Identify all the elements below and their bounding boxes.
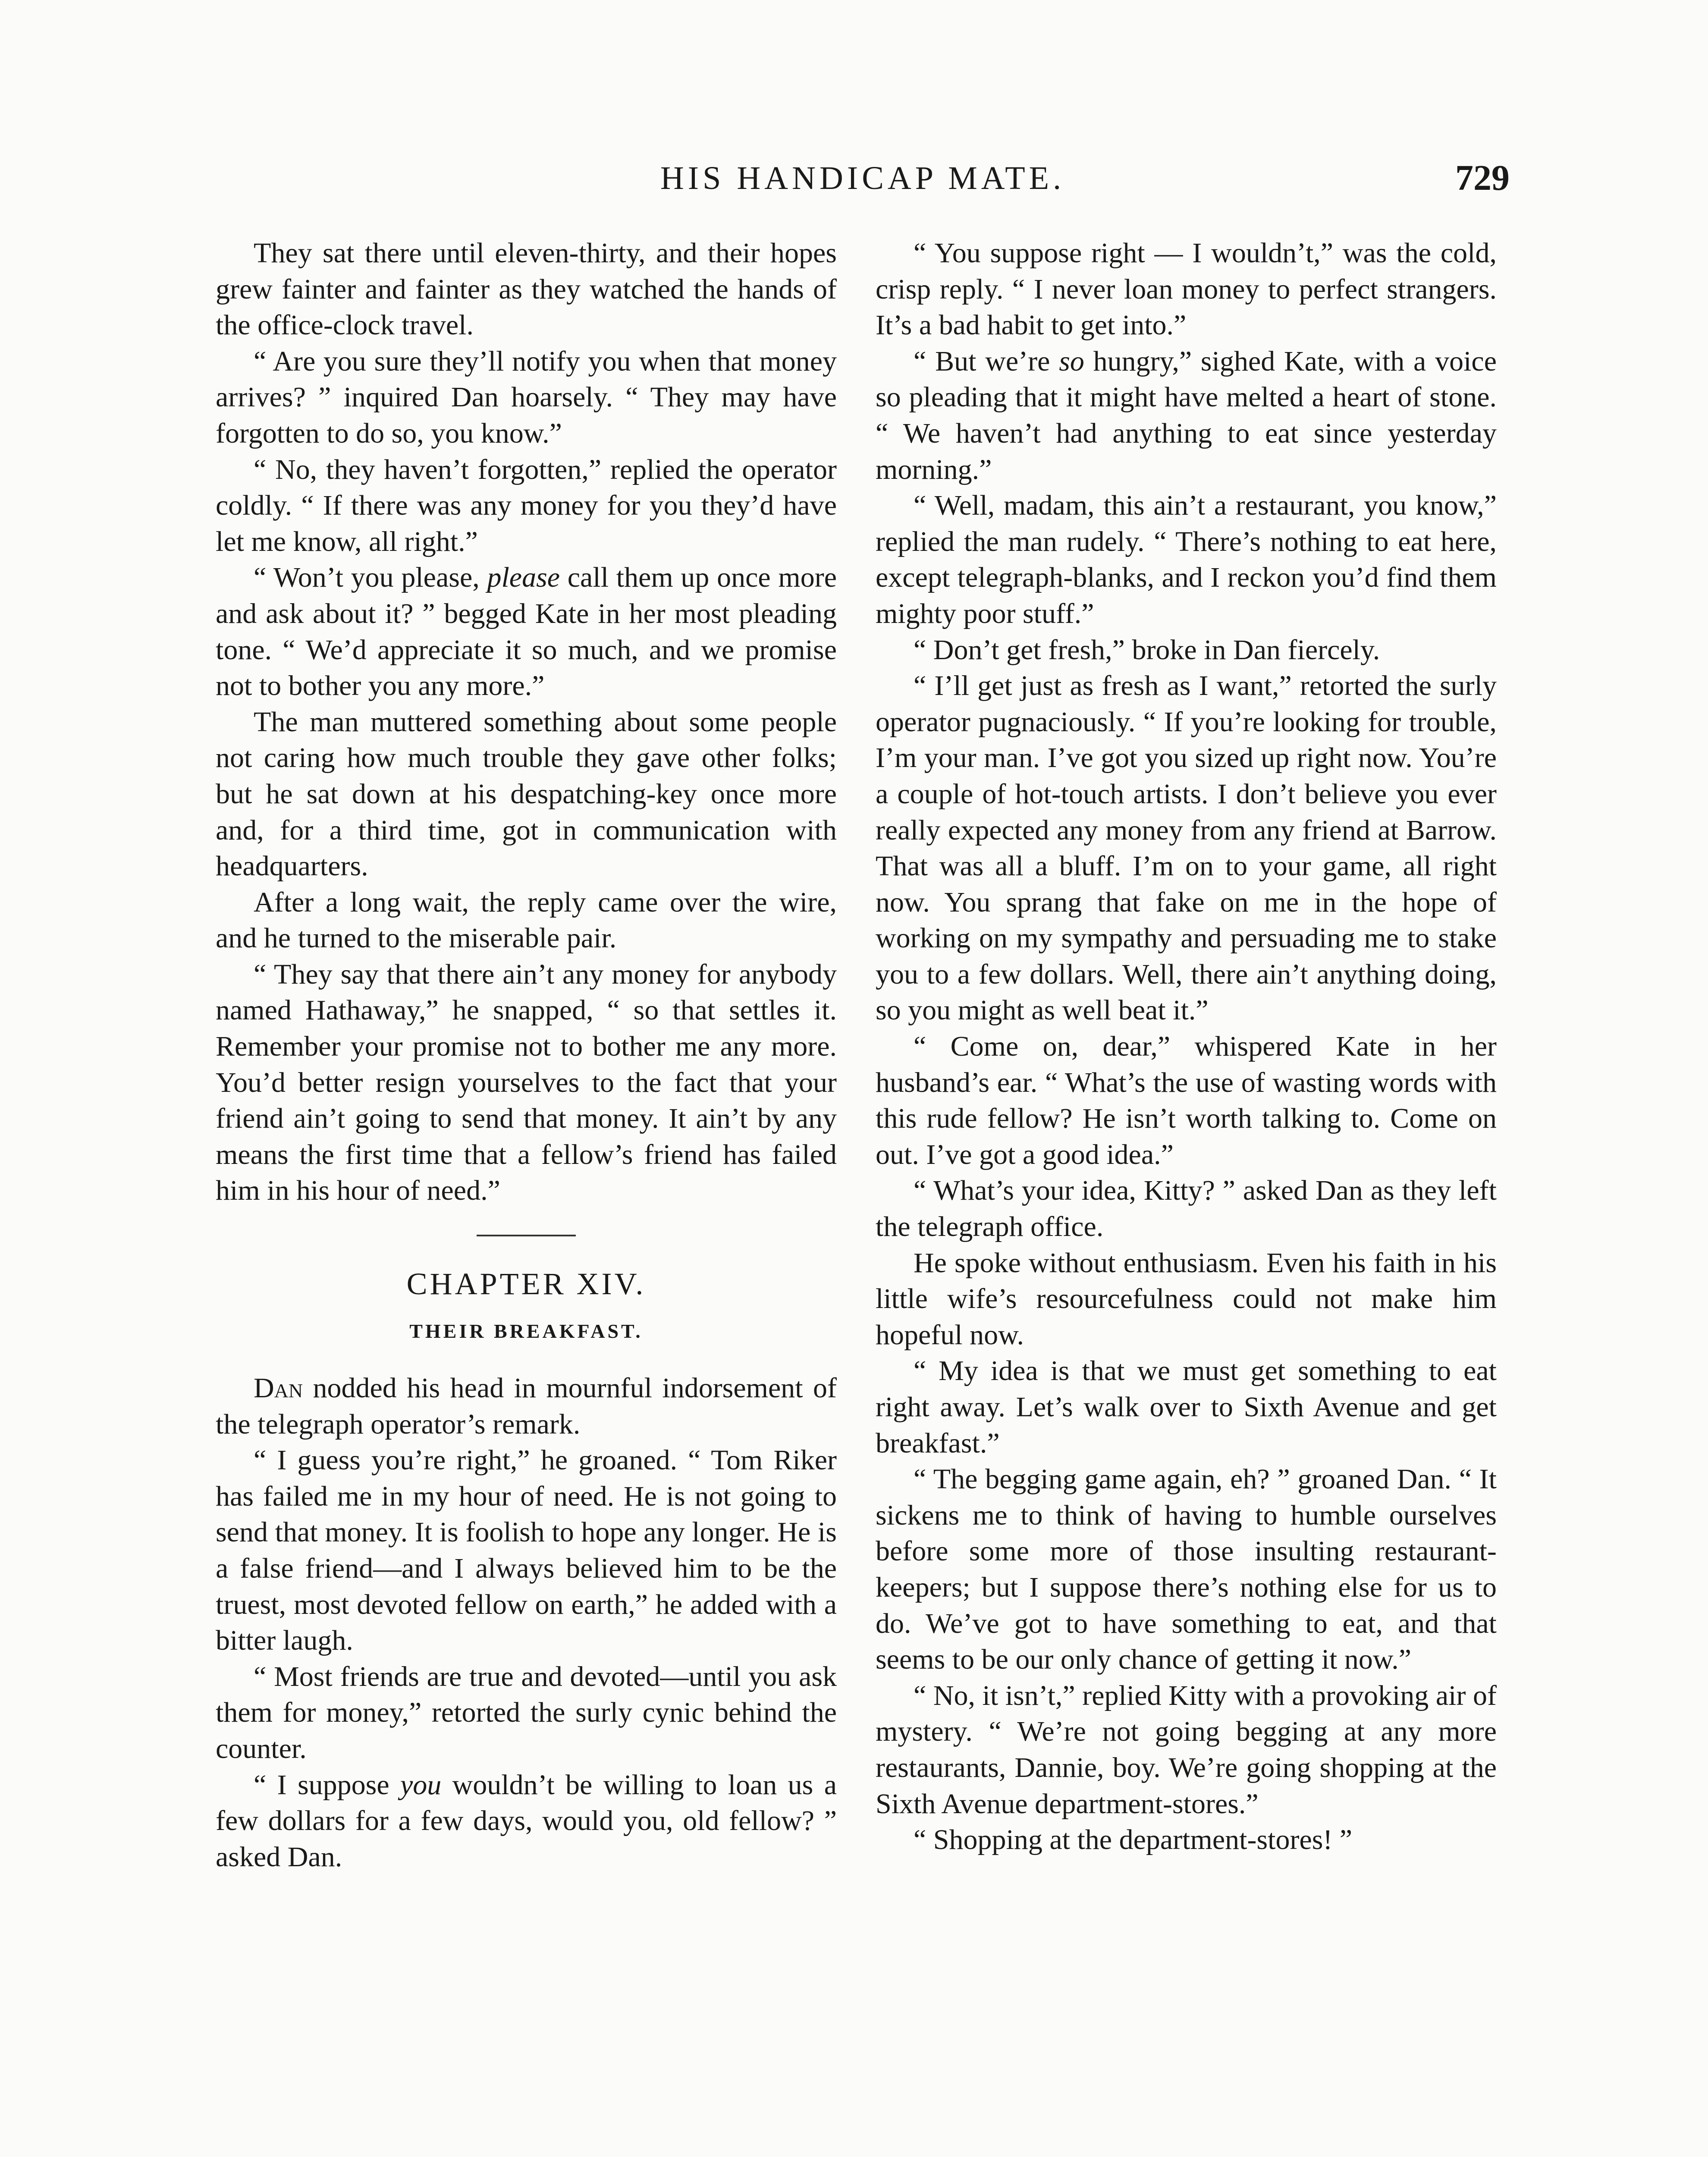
text-span: “ But we’re: [914, 345, 1059, 377]
paragraph: “ Come on, dear,” whispered Kate in her husband’s ear. “ What’s the use of wasting words with this rude fellow? He isn’t worth talking to. Come on out. I’ve got a good idea.”: [876, 1031, 1497, 1170]
paragraph: “ They say that there ain’t any money for anybody named Hathaway,” he snapped, “ so that settles it. Remember your promise not to bother me any more. You’d better resign yourselves to the fact that your friend ain’t going to send that money. It ain’t by any means the first time that a fellow’s friend has failed him in his hour of need.”: [216, 958, 837, 1207]
text-span: nodded his head in mournful indorsement of the telegraph operator’s remark.: [216, 1372, 837, 1440]
paragraph: “ Are you sure they’ll notify you when that money arrives? ” inquired Dan hoarsely. “ They may have forgotten to do so, you know.”: [216, 345, 837, 449]
paragraph: He spoke without enthusiasm. Even his faith in his little wife’s resourcefulness could not make him hopeful now.: [876, 1247, 1497, 1351]
paragraph: “ The begging game again, eh? ” groaned Dan. “ It sickens me to think of having to humble ourselves before some more of those insulting restaurant-keepers; but I suppose there’s nothing else for us to do. We’ve got to have something to eat, and that seems to be our only chance of getting it now.”: [876, 1463, 1497, 1676]
section-break-rule: [477, 1235, 576, 1236]
paragraph: “ Most friends are true and devoted—until you ask them for money,” retorted the surly cynic behind the counter.: [216, 1660, 837, 1764]
text-span: “ I suppose: [254, 1769, 400, 1801]
paragraph: “ No, they haven’t forgotten,” replied the operator coldly. “ If there was any money for you they’d have let me know, all right.”: [216, 453, 837, 557]
text-span: wouldn’t be willing to loan us a few dollars for a few days, would you, old fellow? ” asked Dan.: [216, 1769, 837, 1873]
paragraph: The man muttered something about some people not caring how much trouble they gave other folks; but he sat down at his despatching-key once more and, for a third time, got in communication with headquarters.: [216, 706, 837, 882]
page-number: 729: [1455, 158, 1510, 198]
paragraph: “ I guess you’re right,” he groaned. “ Tom Riker has failed me in my hour of need. He is not going to send that money. It is foolish to hope any longer. He is a false friend—and I always believed him to be the truest, most devoted fellow on earth,” he added with a bitter laugh.: [216, 1444, 837, 1657]
text-span: “ Won’t you please,: [254, 562, 487, 594]
emphasis: please: [487, 562, 560, 594]
running-header: [216, 160, 1510, 207]
emphasis: you: [400, 1769, 442, 1801]
chapter-subtitle: THEIR BREAKFAST.: [409, 1320, 643, 1343]
chapter-title: CHAPTER XIV.: [406, 1267, 646, 1302]
text-span: call them up once more and ask about it? ” begged Kate in her most pleading tone. “ We’d appreciate it so much, and we promise not to bother you any more.”: [216, 562, 837, 702]
paragraph: “ My idea is that we must get something to eat right away. Let’s walk over to Sixth Avenue and get breakfast.”: [876, 1355, 1497, 1459]
emphasis: so: [1059, 345, 1084, 377]
right-column: [876, 235, 1497, 1858]
text-span: hungry,” sighed Kate, with a voice so pleading that it might have melted a heart of stone. “ We haven’t had anything to eat since yesterday morning.”: [876, 345, 1497, 485]
paragraph: “ I’ll get just as fresh as I want,” retorted the surly operator pugnaciously. “ If you’re looking for trouble, I’m your man. I’ve got you sized up right now. You’re a couple of hot-touch artists. I don’t believe you ever really expected any money from any friend at Barrow. That was all a bluff. I’m on to your game, all right now. You sprang that fake on me in the hope of working on my sympathy and persuading me to stake you to a few dollars. Well, there ain’t anything doing, so you might as well beat it.”: [876, 670, 1497, 1026]
paragraph: “ Shopping at the department-stores! ”: [914, 1824, 1353, 1856]
paragraph: [216, 560, 837, 704]
paragraph: “ No, it isn’t,” replied Kitty with a provoking air of mystery. “ We’re not going begging at any more restaurants, Dannie, boy. We’re going shopping at the Sixth Avenue department-stores.”: [876, 1679, 1497, 1820]
running-title: HIS HANDICAP MATE.: [660, 160, 1065, 196]
drop-word: Dan: [254, 1372, 303, 1404]
paragraph: “ You suppose right — I wouldn’t,” was the cold, crisp reply. “ I never loan money to perfect strangers. It’s a bad habit to get into.”: [876, 237, 1497, 341]
paragraph: They sat there until eleven-thirty, and their hopes grew fainter and fainter as they watched the hands of the office-clock travel.: [216, 237, 837, 341]
paragraph: [216, 1370, 837, 1442]
paragraph: “ Don’t get fresh,” broke in Dan fiercely.: [914, 634, 1380, 666]
paragraph: [216, 1767, 837, 1875]
paragraph: [876, 343, 1497, 487]
paragraph: “ Well, madam, this ain’t a restaurant, you know,” replied the man rudely. “ There’s nothing to eat here, except telegraph-blanks, and I reckon you’d find them mighty poor stuff.”: [876, 490, 1497, 629]
paragraph: “ What’s your idea, Kitty? ” asked Dan as they left the telegraph office.: [876, 1175, 1497, 1243]
left-column: [216, 235, 837, 1875]
paragraph: After a long wait, the reply came over the wire, and he turned to the miserable pair.: [216, 886, 837, 954]
